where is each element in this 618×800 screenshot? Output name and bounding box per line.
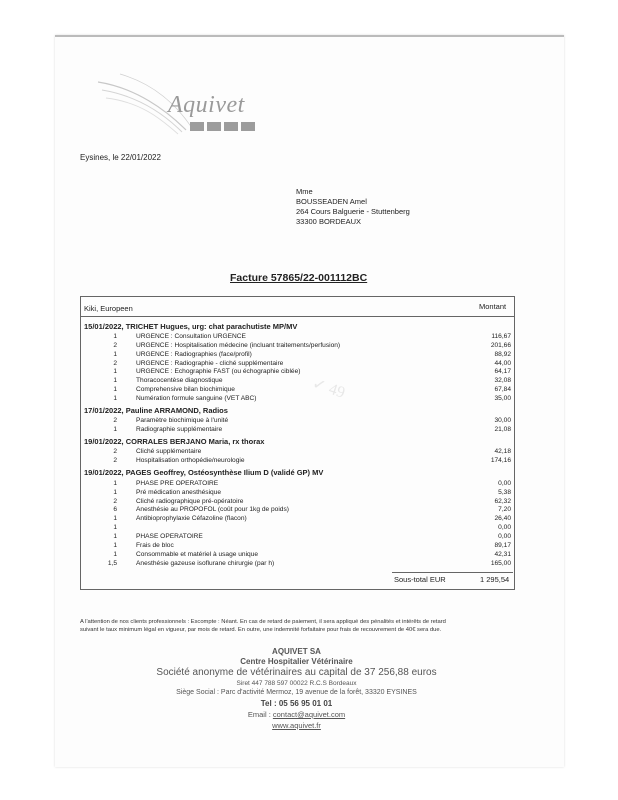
table-row: 2 Paramètre biochimique à l'unité 30,00 xyxy=(113,417,511,424)
table-header-divider xyxy=(80,316,515,317)
subtotal-value: 1 295,54 xyxy=(480,575,510,584)
recipient-street: 264 Cours Balguerie - Stuttenberg xyxy=(296,207,410,216)
patient-name: Kiki, Europeen xyxy=(84,304,133,313)
logo-squares xyxy=(190,122,255,131)
payment-notice-line-1: A l'attention de nos clients professionnels : Escompte : Néant. En cas de retard de paiement, il sera appliqué des pénalités et intérêts de retard xyxy=(80,619,446,625)
table-row: 1 Radiographie supplémentaire 21,08 xyxy=(113,426,511,433)
table-row: 1 Numération formule sanguine (VET ABC) 35,00 xyxy=(113,395,511,402)
table-row: 1 Thoracocentèse diagnostique 32,08 xyxy=(113,377,511,384)
footer-siege: Siège Social : Parc d'activité Mermoz, 19 avenue de la forêt, 33320 EYSINES xyxy=(176,689,417,696)
table-row: 2 Cliché radiographique pré-opératoire 62,32 xyxy=(113,498,511,505)
table-row: 1 Consommable et matériel à usage unique 42,31 xyxy=(113,551,511,558)
footer-tel: Tel : 05 56 95 01 01 xyxy=(260,699,333,708)
footer-center: Centre Hospitalier Vétérinaire xyxy=(240,657,353,666)
footer-siret: Siret 447 788 597 00022 R.C.S Bordeaux xyxy=(236,680,357,687)
recipient-salutation: Mme xyxy=(296,187,313,196)
subtotal-label: Sous-total EUR xyxy=(394,575,446,584)
table-row: 1 Frais de bloc 89,17 xyxy=(113,542,511,549)
footer-company: AQUIVET SA xyxy=(272,647,321,656)
table-row: 2 Hospitalisation orthopédie/neurologie 174,16 xyxy=(113,457,511,464)
footer-email-label: Email : xyxy=(247,710,273,719)
table-row: 1 Pré médication anesthésique 5,38 xyxy=(113,489,511,496)
section-title: 19/01/2022, PAGES Geoffrey, Ostéosynthèse Ilium D (validé GP) MV xyxy=(84,468,324,477)
invoice-title: Facture 57865/22-001112BC xyxy=(230,272,368,284)
table-row: 1 0,00 xyxy=(113,524,511,531)
section-title: 17/01/2022, Pauline ARRAMOND, Radios xyxy=(84,406,228,415)
table-row: 6 Anesthésie au PROPOFOL (coût pour 1kg de poids) 7,20 xyxy=(113,506,511,513)
table-row: 2 URGENCE : Radiographie - cliché supplémentaire 44,00 xyxy=(113,360,511,367)
table-row: 2 Cliché supplémentaire 42,18 xyxy=(113,448,511,455)
table-row: 1 Antibioprophylaxie Céfazoline (flacon) 26,40 xyxy=(113,515,511,522)
table-row: 1 PHASE OPERATOIRE 0,00 xyxy=(113,533,511,540)
table-row: 1,5 Anesthésie gazeuse isoflurane chirurgie (par h) 165,00 xyxy=(107,560,511,567)
footer-email-link[interactable]: contact@aquivet.com xyxy=(272,710,346,719)
table-row: 1 Comprehensive bilan biochimique 67,84 xyxy=(113,386,511,393)
watermark-stamp: ✓ 49 xyxy=(310,375,348,402)
logo-text: Aquivet xyxy=(168,92,245,118)
subtotal-divider xyxy=(392,572,513,573)
table-row: 1 URGENCE : Consultation URGENCE 116,67 xyxy=(113,333,511,340)
recipient-name: BOUSSEADEN Amel xyxy=(296,197,367,206)
amount-column-header: Montant xyxy=(479,302,507,311)
table-row: 1 URGENCE : Radiographies (face/profil) 88,92 xyxy=(113,351,511,358)
section-title: 19/01/2022, CORRALES BERJANO Maria, rx thorax xyxy=(84,437,265,446)
footer-capital: Société anonyme de vétérinaires au capital de 37 256,88 euros xyxy=(156,667,437,678)
company-logo xyxy=(96,70,266,140)
footer-website-link[interactable]: www.aquivet.fr xyxy=(272,721,321,730)
section-title: 15/01/2022, TRICHET Hugues, urg: chat parachutiste MP/MV xyxy=(84,322,298,331)
table-row: 1 PHASE PRE OPERATOIRE 0,00 xyxy=(113,480,511,487)
payment-notice-line-2: suivant le taux minimum légal en vigueur, par mois de retard. En outre, une indemnité forfaitaire pour frais de recouvrement de 40€ sera due. xyxy=(80,627,442,633)
invoice-date: Eysines, le 22/01/2022 xyxy=(80,153,161,162)
table-row: 1 URGENCE : Echographie FAST (ou échographie ciblée) 64,17 xyxy=(113,368,511,375)
footer-email-line xyxy=(80,710,513,719)
table-row: 2 URGENCE : Hospitalisation médecine (incluant traitements/perfusion) 201,66 xyxy=(113,342,511,349)
recipient-city: 33300 BORDEAUX xyxy=(296,217,362,226)
